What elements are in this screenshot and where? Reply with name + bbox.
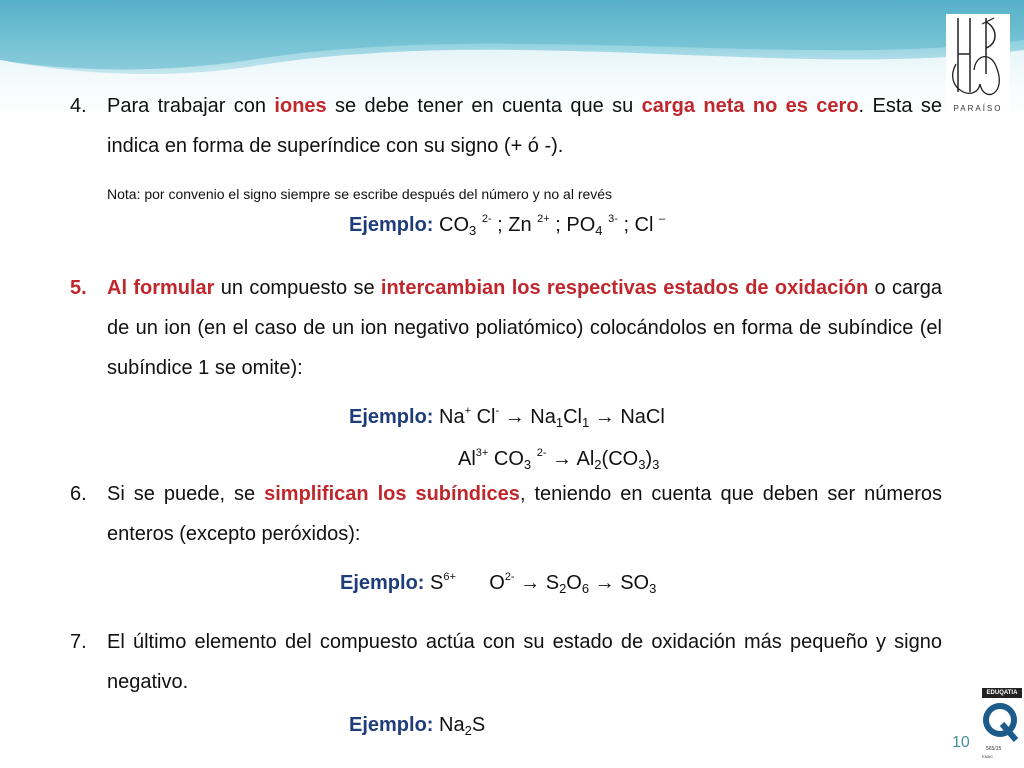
item-text: Para trabajar con iones se debe tener en cuenta que su carga neta no es cero. Esta se indica en forma de superíndice con su signo (+ ó -).	[107, 95, 942, 157]
certification-number: 565/15	[986, 746, 1002, 752]
school-logo-word: PARAÍSO	[953, 104, 1003, 113]
highlight-carga: carga neta no es cero	[641, 95, 859, 117]
list-item-6	[70, 474, 942, 554]
page-number: 10	[952, 734, 970, 751]
certification-logo	[982, 688, 1022, 766]
item-text: Al formular un compuesto se intercambian los respectivas estados de oxidación o carga de un ion (en el caso de un ion negativo poliatómico) colocándolos en forma de subíndice (el subíndice 1 se omite):	[107, 277, 942, 379]
list-item-7	[70, 622, 942, 702]
example-na2s: Ejemplo: $Na_2S$	[349, 714, 486, 738]
item-number: 7.	[70, 631, 87, 653]
list-item-5	[70, 268, 942, 388]
q-logo-icon	[982, 700, 1022, 746]
example-so3: Ejemplo: $S^{6+}$ $O^{2-} \to S_2O_6 \to SO_3$	[340, 571, 657, 596]
item-number: 6.	[70, 483, 87, 505]
item-number: 5.	[70, 277, 87, 299]
example-nacl: Ejemplo: Na+ $Cl^- \to Na_1Cl_1$ → NaCl	[349, 405, 665, 430]
certification-body: ENAC	[982, 754, 994, 759]
example-ions: Ejemplo: $CO_3$ $^{2-}$ ; Zn $^{2+}$ ; $PO_4$ $^{3-}$ ; Cl –	[349, 213, 666, 238]
example-alco3: $Al^{3+}$ $CO_3$ $^{2-} \to Al_2(CO_3)_3$	[458, 447, 660, 472]
item-text: Si se puede, se simplifican los subíndices, teniendo en cuenta que deben ser números enteros (excepto peróxidos):	[107, 483, 942, 545]
highlight-iones: iones	[274, 95, 327, 117]
certification-tag: EDUQATIA	[982, 688, 1022, 698]
list-item-4	[70, 86, 942, 166]
item-number: 4.	[70, 95, 87, 117]
item-text: El último elemento del compuesto actúa con su estado de oxidación más pequeño y signo negativo.	[107, 631, 942, 693]
note-text: Nota: por convenio el signo siempre se escribe después del número y no al revés	[107, 186, 613, 202]
